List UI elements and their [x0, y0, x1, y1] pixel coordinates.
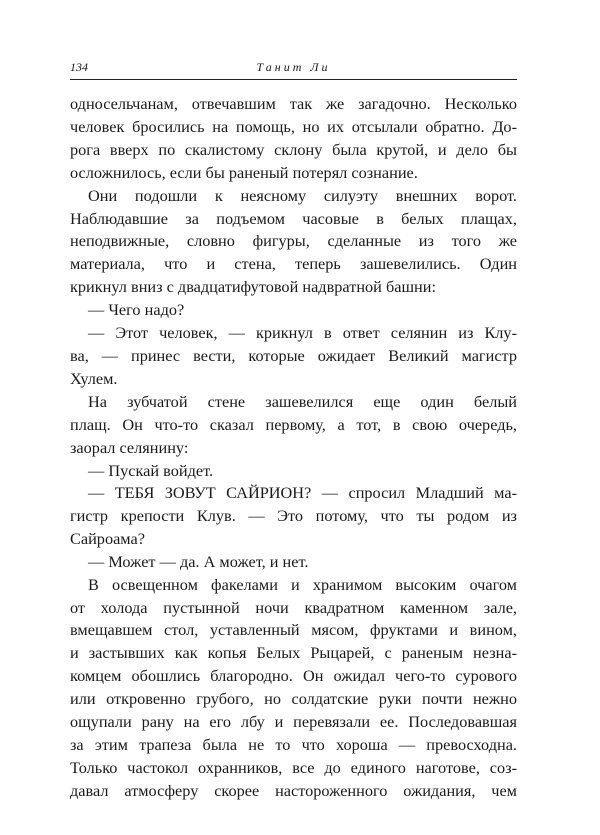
header-rule [70, 79, 517, 80]
text-line: материала, что и стена, теперь зашевелились. Один [70, 254, 517, 274]
text-line: комцем обошлись благородно. Он ожидал чего-то сурового [70, 666, 517, 686]
text-line: Сайроама? [70, 528, 145, 548]
text-line: — Пускай войдет. [88, 460, 214, 480]
text-line: от холода пустынной ночи квадратном каменном зале, [70, 597, 517, 617]
text-line: рога вверх по скалистому склону была крутой, и дело бы [70, 139, 517, 159]
text-line: Они подошли к неясному силуэту внешних ворот. [88, 185, 517, 205]
text-line: ва, — принес вести, которые ожидает Великий магистр [70, 345, 517, 365]
text-line: плащ. Он что-то сказал первому, а тот, в свою очередь, [70, 414, 517, 434]
text-line: неподвижные, словно фигуры, сделанные из того же [70, 231, 517, 251]
text-line: Наблюдавшие за подъемом часовые в белых плащах, [70, 208, 517, 228]
text-line: односельчанам, отвечавшим так же загадочно. Несколько [70, 94, 517, 113]
text-line: На зубчатой стене зашевелился еще один белый [88, 391, 517, 411]
text-line: — Может — да. А может, и нет. [88, 551, 309, 571]
text-line: и застывших как копья Белых Рыцарей, с раненым незна- [70, 643, 517, 663]
text-line: Только частокол охранников, все до единого наготове, соз- [70, 757, 517, 777]
text-line: В освещенном факелами и хранимом высоким очагом [88, 574, 517, 594]
page-header [70, 58, 517, 80]
text-line: заорал селянину: [70, 437, 189, 457]
text-line: крикнул вниз с двадцатифутовой надвратной башни: [70, 277, 436, 297]
text-section-1 [70, 93, 517, 482]
text-section-2 [70, 482, 517, 803]
running-head: Танит Ли [256, 60, 331, 74]
text-line: — Чего надо? [88, 300, 185, 320]
text-line: человек бросились на помощь, но их отсылали обратно. До- [70, 116, 517, 136]
text-line: или откровенно грубого, но солдатские руки почти нежно [70, 689, 517, 709]
text-line: вмещавшем стол, уставленный мясом, фруктами и вином, [70, 620, 517, 640]
text-line: — Этот человек, — крикнул в ответ селянин из Клу- [88, 323, 517, 343]
text-line: за этим трапеза была не то что хороша — превосходна. [70, 734, 517, 754]
text-line: Хулем. [70, 368, 118, 388]
page-number: 134 [70, 60, 88, 74]
text-line: давал атмосферу скорее настороженного ожидания, чем [70, 780, 517, 800]
text-line: осложнилось, если бы раненый потерял сознание. [70, 162, 418, 182]
text-line: гистр крепости Клув. — Это потому, что ты родом из [70, 505, 517, 525]
text-line: ощупали рану на его лбу и перевязали ее. Последовавшая [70, 712, 517, 732]
text-line: — ТЕБЯ ЗОВУТ САЙРИОН? — спросил Младший ма- [88, 483, 517, 502]
